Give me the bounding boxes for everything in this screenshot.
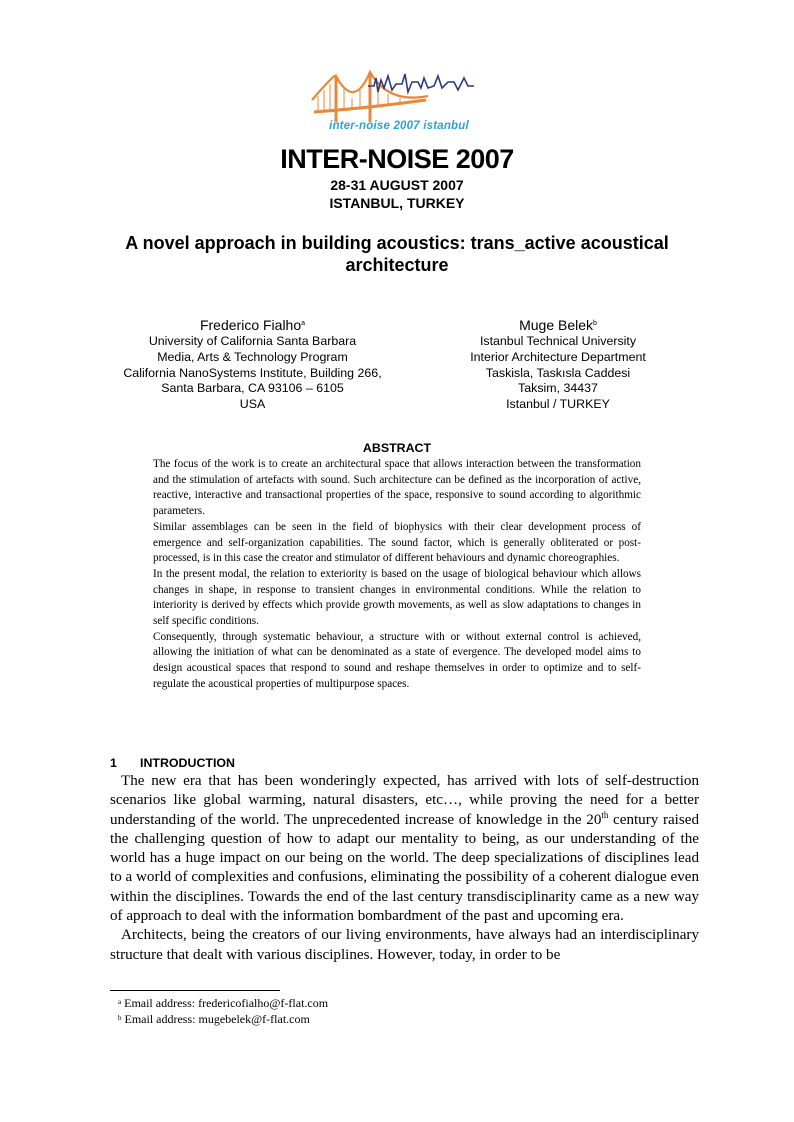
abstract-paragraph: Consequently, through systematic behaviour, a structure with or without external control is achieved, allowing the initiation of what can be denominated as a state of evergence. The developed model aims to design acoustical spaces that respond to sound and reshape themselves in order to optimize and to self-regulate the acoustical properties of multipurpose spaces. (153, 630, 641, 690)
section-title: INTRODUCTION (140, 756, 235, 770)
affiliation-line: Taksim, 34437 (518, 381, 598, 396)
author-footnote-mark: a (301, 320, 306, 327)
paper-title: A novel approach in building acoustics: trans_active acoustical architecture (125, 233, 669, 275)
section-heading (110, 756, 235, 770)
bridge-logo-icon (312, 72, 428, 122)
affiliation-line: USA (239, 397, 266, 412)
author-block (100, 316, 405, 413)
conference-place: ISTANBUL, TURKEY (329, 195, 465, 211)
author-block (440, 316, 676, 413)
affiliation-line: Santa Barbara, CA 93106 – 6105 (161, 381, 344, 396)
footnote: $^b$ Email address: mugebelek@f-flat.com (118, 1012, 310, 1026)
author-name: Frederico Fialho$^a$ (199, 317, 306, 333)
affiliation-line: Interior Architecture Department (470, 349, 646, 364)
logo-text: inter-noise 2007 istanbul (329, 120, 469, 132)
affiliation-line: California NanoSystems Institute, Building 266, (123, 365, 382, 380)
abstract-paragraph: The focus of the work is to create an architectural space that allows interaction between the transformation and the stimulation of artefacts with sound. Such architecture can be defined as the incorporation of active, reactive, interactive and transactional properties of the space, responsive to sound according to algorithmic parameters. (153, 458, 641, 518)
affiliation-line: Istanbul / TURKEY (506, 397, 610, 412)
footnote-divider (110, 990, 280, 991)
affiliation-line: Media, Arts & Technology Program (157, 349, 348, 364)
conference-date: 28-31 AUGUST 2007 (330, 177, 464, 193)
abstract-body (153, 457, 641, 693)
body-paragraph: The new era that has been wonderingly expected, has arrived with lots of self-destruction scenarios like global warming, natural disasters, etc…, while proving the need for a better understanding of the world. The unprecedented increase of knowledge in the 20th century raised the challenging question of how to adapt our mentality to being, as our understanding of the world has a huge impact on our being on the world. The deep specializations of disciplines lead to a world of complexities and confusions, eliminating the possibility of a coherent dialogue even within the disciplines. Towards the end of the last century transdisciplinarity came as a new way of approach to deal with the information bombardment of the past and upcoming era. (110, 773, 699, 925)
abstract-paragraph: In the present modal, the relation to exteriority is based on the usage of biological behaviour which allows changes in shape, in response to transient changes in environmental conditions. While the relation to interiority is derived by effects which provide growth movements, as well as slow adaptations to changes in self specific conditions. (153, 567, 641, 628)
abstract-paragraph: Similar assemblages can be seen in the field of biophysics with their clear development process of emergence and self-organization capabilities. The sound factor, which is generally obliterated or post-processed, is in this case the creator and stimulator of different behaviours and dynamic choreographies. (153, 520, 641, 565)
footnotes (118, 995, 328, 1027)
abstract-heading: ABSTRACT (362, 441, 432, 455)
affiliation-line: University of California Santa Barbara (148, 334, 357, 348)
footnote: $^a$ Email address: fredericofialho@f-flat.com (118, 996, 329, 1010)
footnote-email: Email address: fredericofialho@f-flat.com (124, 996, 329, 1010)
affiliation-line: Istanbul Technical University (479, 334, 637, 348)
waveform-icon (368, 74, 474, 92)
author-name: Muge Belek$^b$ (519, 317, 597, 333)
conference-title: INTER-NOISE 2007 (280, 144, 514, 174)
affiliation-line: Taskisla, Taskısla Caddesi (485, 365, 631, 380)
section-number: 1 (110, 756, 117, 770)
body-paragraph: Architects, being the creators of our living environments, have always had an interdisciplinary structure that dealt with various disciplines. However, today, in order to be (110, 927, 699, 963)
section-body (110, 772, 699, 965)
footnote-email: Email address: mugebelek@f-flat.com (124, 1012, 310, 1026)
author-footnote-mark: b (593, 320, 597, 327)
